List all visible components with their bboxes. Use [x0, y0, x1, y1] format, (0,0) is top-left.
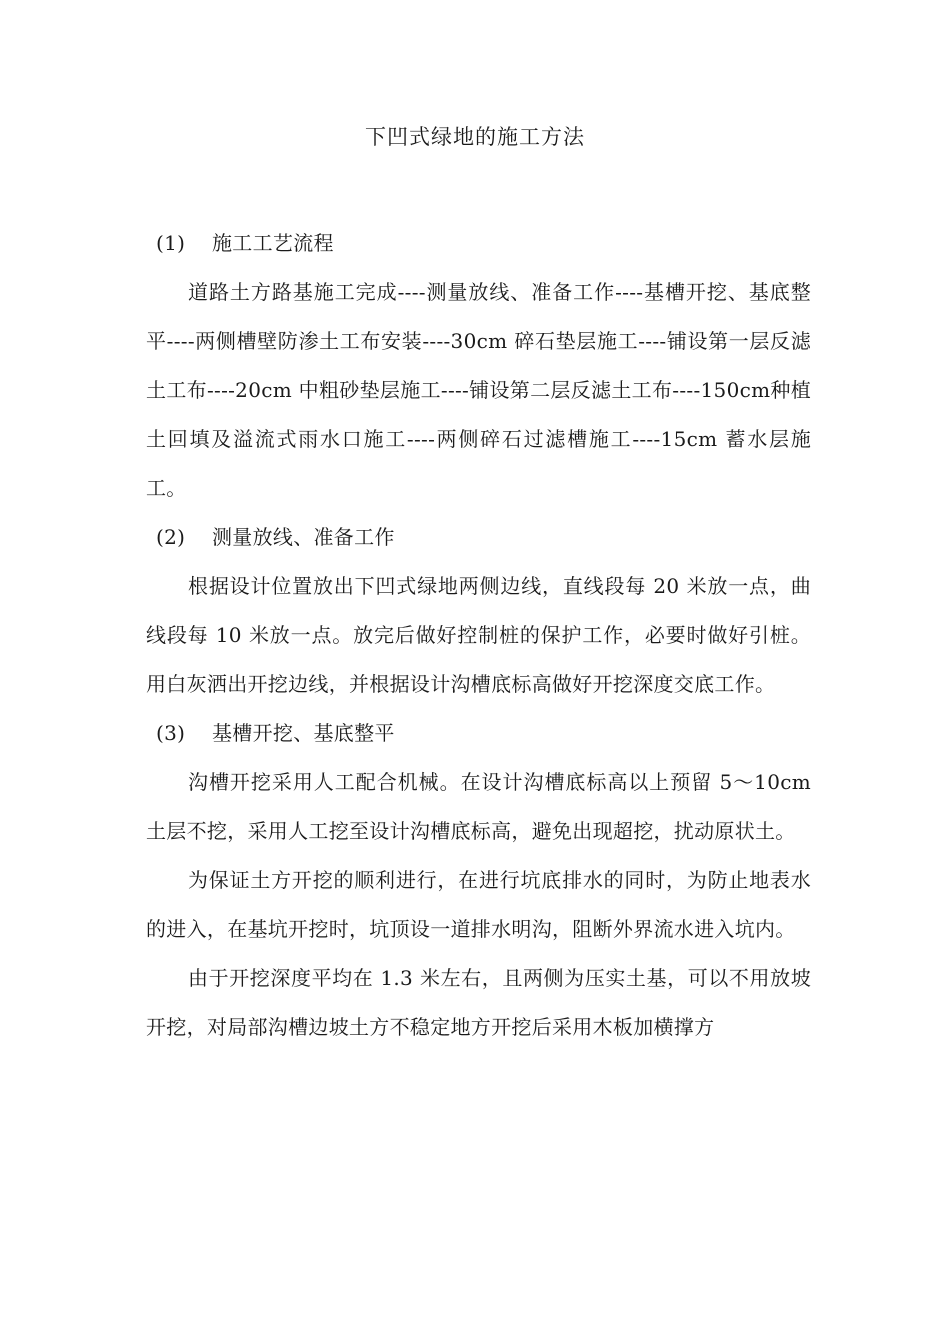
section-number: (3): [156, 721, 186, 745]
section-number: (1): [156, 231, 186, 255]
document-title: 下凹式绿地的施工方法: [365, 125, 585, 149]
paragraph: 根据设计位置放出下凹式绿地两侧边线，直线段每 20 米放一点，曲线段每 10 米放一点。放完后做好控制桩的保护工作，必要时做好引桩。用白灰洒出开挖边线，并根据设计沟槽底标高做好开挖深度交底工作。: [146, 574, 811, 696]
paragraph: 为保证土方开挖的顺利进行，在进行坑底排水的同时，为防止地表水的进入，在基坑开挖时，坑顶设一道排水明沟，阻断外界流水进入坑内。: [146, 868, 811, 941]
paragraph: 由于开挖深度平均在 1.3 米左右，且两侧为压实土基，可以不用放坡开挖，对局部沟槽边坡土方不稳定地方开挖后采用木板加横撑方: [146, 966, 811, 1039]
section-2: [146, 513, 811, 709]
paragraph: 沟槽开挖采用人工配合机械。在设计沟槽底标高以上预留 5～10cm 土层不挖，采用人工挖至设计沟槽底标高，避免出现超挖，扰动原状土。: [146, 770, 811, 843]
section-heading: [146, 709, 811, 758]
document-body: [146, 219, 811, 1052]
paragraph: 道路土方路基施工完成----测量放线、准备工作----基槽开挖、基底整平----两侧槽壁防渗土工布安装----30cm 碎石垫层施工----铺设第一层反滤土工布----20cm 中粗砂垫层施工----铺设第二层反滤土工布----150cm种植土回填及溢流式雨水口施工----两侧碎石过滤槽施工----15cm 蓄水层施工。: [146, 280, 811, 500]
section-heading: [146, 219, 811, 268]
section-number: (2): [156, 525, 186, 549]
section-3: [146, 709, 811, 1052]
section-1: [146, 219, 811, 513]
section-heading-text: 测量放线、准备工作: [212, 525, 395, 549]
section-heading-text: 基槽开挖、基底整平: [212, 721, 395, 745]
section-heading: [146, 513, 811, 562]
section-heading-text: 施工工艺流程: [212, 231, 334, 255]
